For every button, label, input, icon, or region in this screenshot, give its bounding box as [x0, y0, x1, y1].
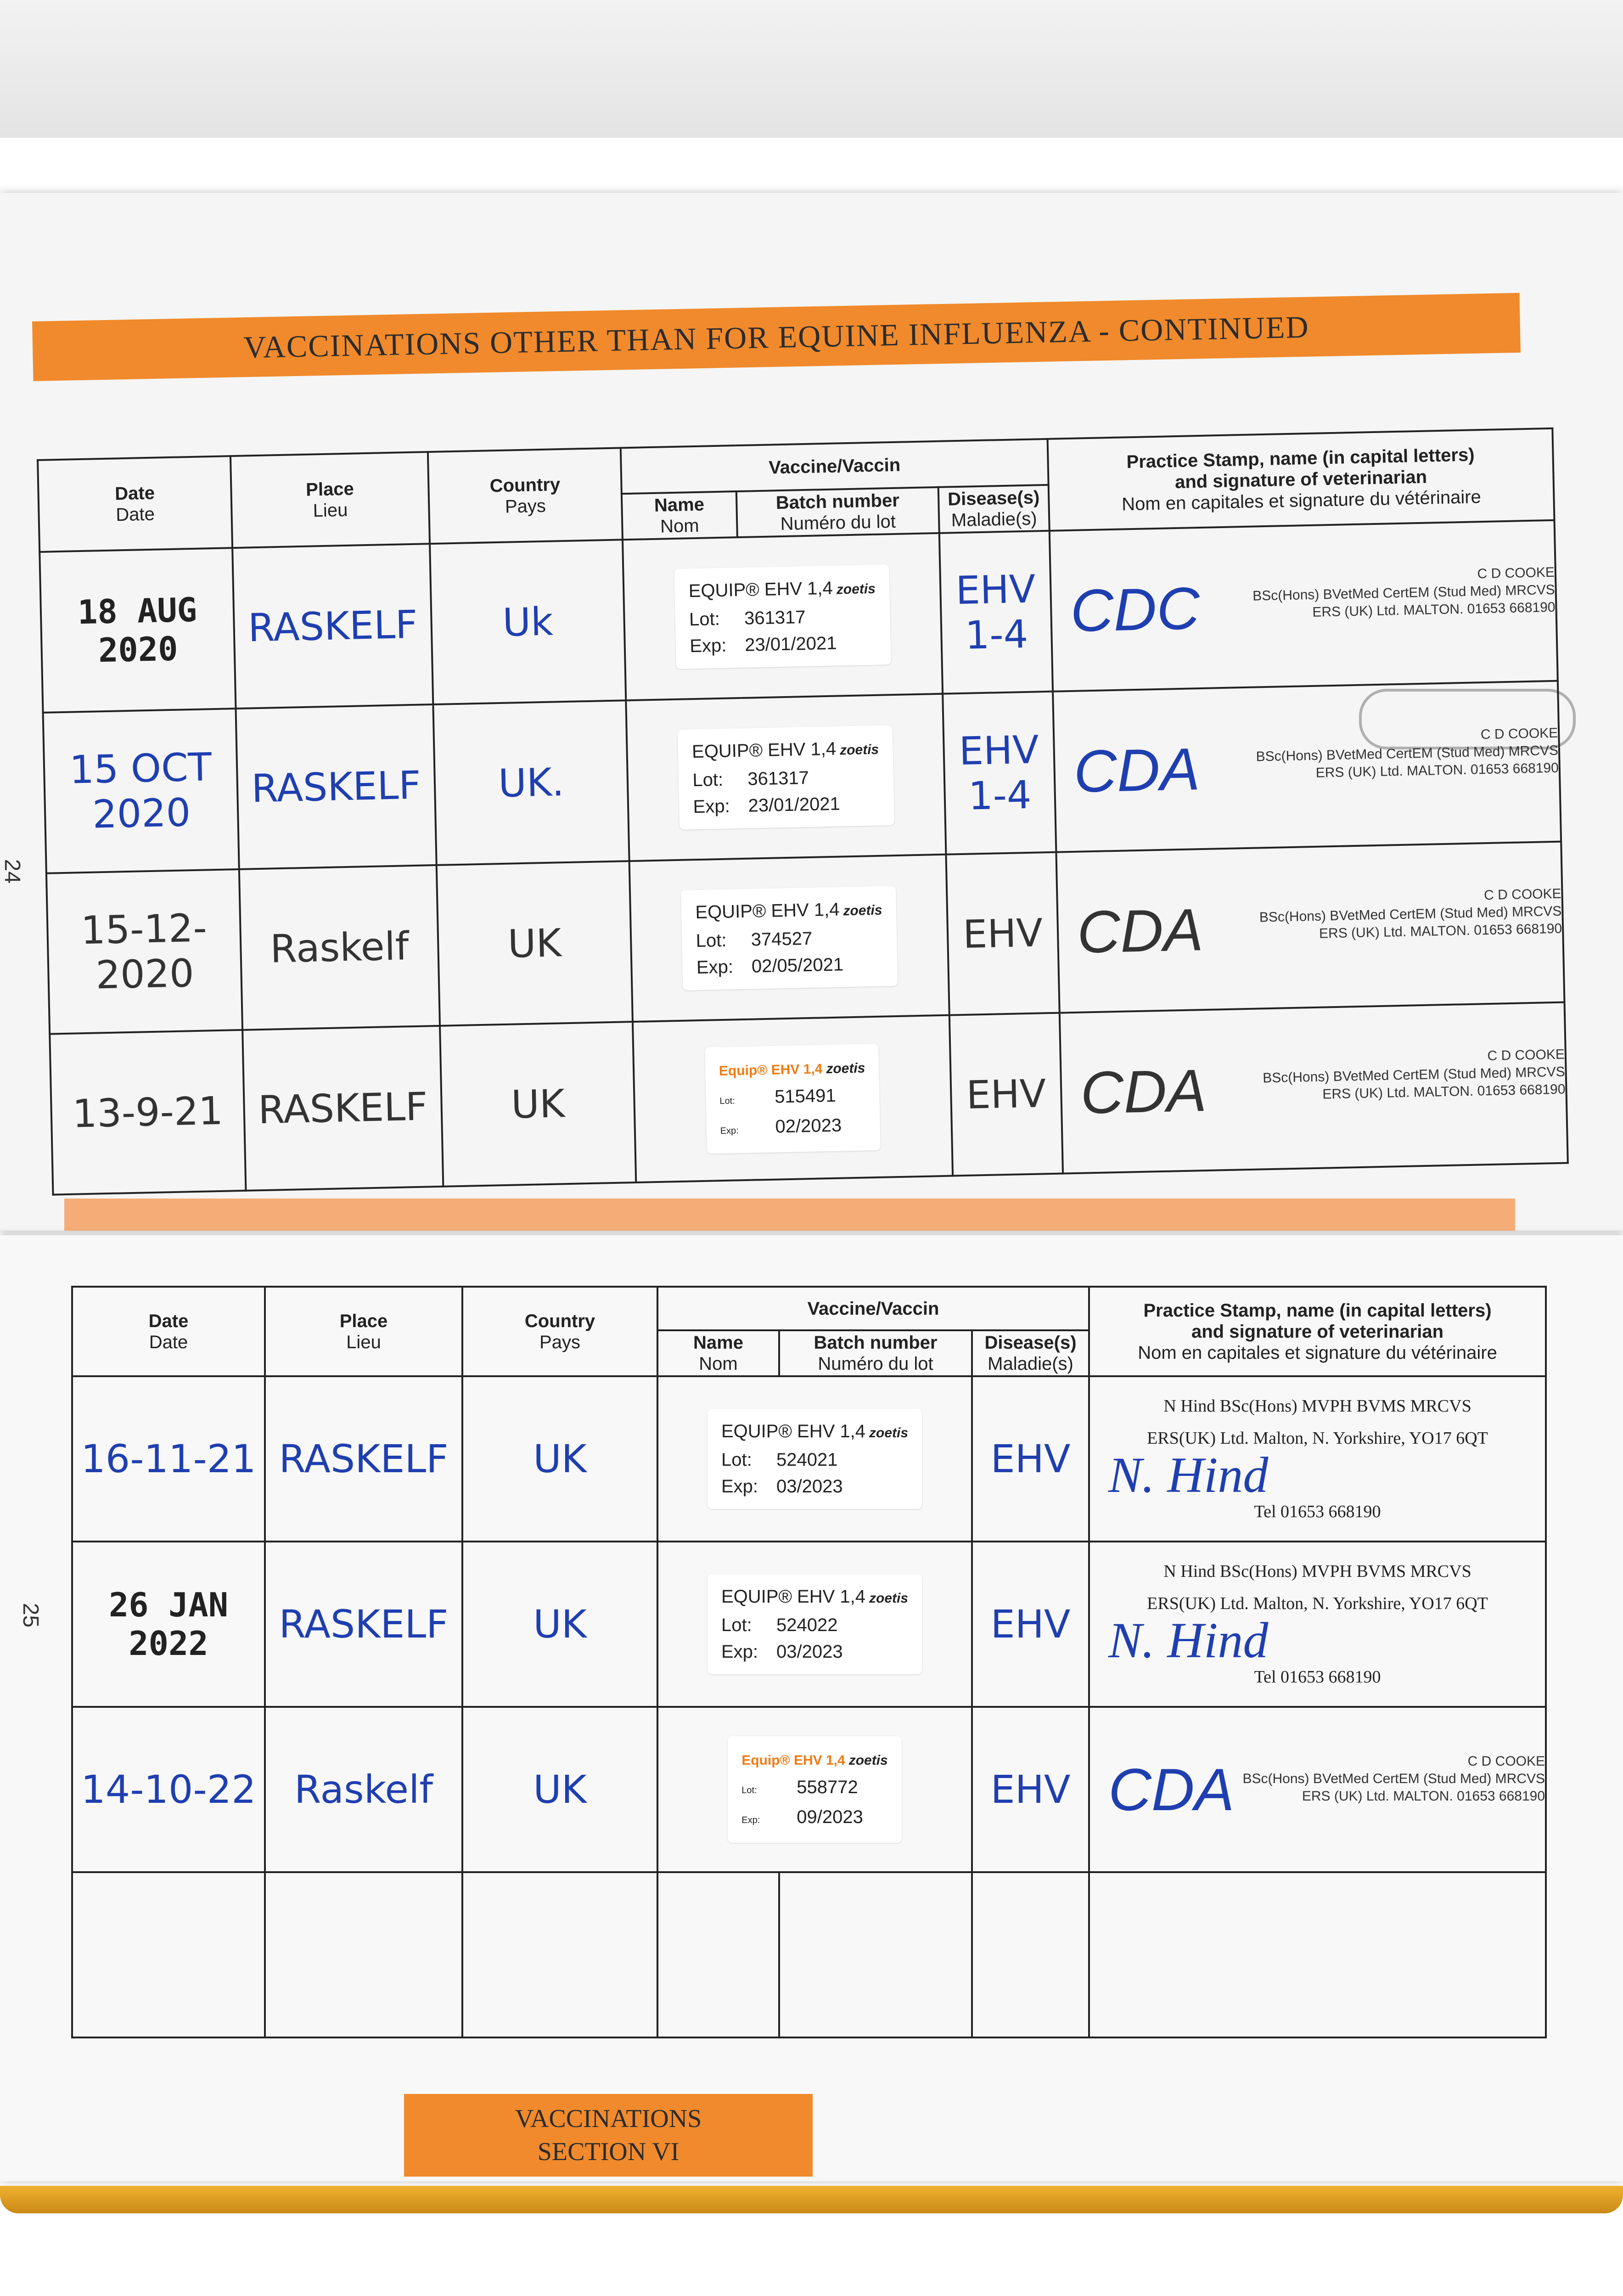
place-cell: RASKELF	[232, 544, 433, 709]
vet-stamp-cell	[1089, 1872, 1546, 2037]
disease-cell: EHV	[972, 1376, 1089, 1542]
disease-cell: EHV	[972, 1542, 1089, 1707]
vet-signature: CDA	[1076, 896, 1204, 966]
vet-stamp-cell: CDA C D COOKE BSc(Hons) BVetMed CertEM (Stud Med) MRCVS ERS (UK) Ltd. MALTON. 01653 668190	[1089, 1707, 1546, 1872]
place-cell: RASKELF	[265, 1376, 462, 1542]
table-row	[72, 1707, 1546, 1872]
col-practice-header: Practice Stamp, name (in capital letters) and signature of veterinarian Nom en capitales et signature du vétérinaire	[1089, 1287, 1546, 1376]
vet-stamp-cell: CDA C D COOKE BSc(Hons) BVetMed CertEM (Stud Med) MRCVS ERS (UK) Ltd. MALTON. 01653 668190	[1056, 842, 1564, 1013]
vet-signature: CDA	[1079, 1056, 1207, 1126]
vet-signature: N. Hind	[1108, 1447, 1269, 1503]
section-footer-line1: VACCINATIONS	[515, 2105, 702, 2133]
table-row	[46, 842, 1565, 1034]
country-cell: UK	[462, 1376, 657, 1542]
vaccine-label-cell	[623, 533, 943, 700]
col-country-header: Country Pays	[428, 448, 623, 544]
vet-signature: CDA	[1073, 735, 1201, 805]
vet-signature: CDA	[1108, 1756, 1235, 1823]
country-cell: UK	[440, 1022, 636, 1187]
place-cell: RASKELF	[265, 1542, 462, 1707]
country-cell	[462, 1872, 657, 2037]
disease-cell: EHV	[949, 1013, 1063, 1176]
vaccine-label-cell	[629, 855, 949, 1022]
country-cell: UK.	[433, 700, 629, 865]
passport-cover-edge	[0, 2186, 1623, 2213]
disease-cell	[972, 1872, 1089, 2037]
place-cell: RASKELF	[236, 704, 436, 869]
vaccine-label-cell	[657, 1542, 972, 1707]
date-cell	[72, 1872, 265, 2037]
vaccine-sticker: EQUIP® EHV 1,4 zoetis Lot: 361317 Exp: 23/01/2021	[674, 564, 891, 669]
vaccine-sticker: EQUIP® EHV 1,4 zoetis Lot: 361317 Exp: 23/01/2021	[678, 725, 894, 830]
place-cell	[265, 1872, 462, 2037]
vet-stamp-cell: N Hind BSc(Hons) MVPH BVMS MRCVS ERS(UK) Ltd. Malton, N. Yorkshire, YO17 6QT N. Hind Tel 01653 668190	[1089, 1542, 1546, 1707]
scanner-background	[0, 0, 1623, 138]
date-cell: 26 JAN 2022	[72, 1542, 265, 1707]
col-name-header: Name Nom	[622, 491, 737, 540]
batch-cell	[779, 1872, 972, 2037]
disease-cell: EHV	[972, 1707, 1089, 1872]
date-cell: 15 OCT 2020	[43, 709, 239, 873]
vaccine-label-cell	[633, 1015, 953, 1182]
place-cell: Raskelf	[239, 865, 440, 1030]
vet-stamp-cell: CDA C D COOKE BSc(Hons) BVetMed CertEM (Stud Med) MRCVS ERS (UK) Ltd. MALTON. 01653 668190	[1060, 1002, 1568, 1174]
vet-signature: CDC	[1069, 574, 1201, 644]
col-place-header: Place Lieu	[265, 1287, 462, 1376]
date-cell: 15-12-2020	[46, 869, 242, 1034]
vaccine-sticker: EQUIP® EHV 1,4 zoetis Lot: 524021 Exp: 03/2023	[708, 1409, 922, 1509]
vaccination-table-bottom	[71, 1286, 1547, 2038]
date-cell: 14-10-22	[72, 1707, 265, 1872]
table-row	[72, 1542, 1546, 1707]
country-cell: UK	[437, 861, 633, 1026]
vet-signature: N. Hind	[1108, 1612, 1269, 1668]
vaccine-sticker: Equip® EHV 1,4 zoetis Lot: 558772 Exp: 09/2023	[728, 1736, 902, 1843]
col-batch-header: Batch number Numéro du lot	[779, 1330, 972, 1376]
page-number-25: 25	[18, 1603, 43, 1628]
vaccine-sticker: EQUIP® EHV 1,4 zoetis Lot: 374527 Exp: 02/05/2021	[681, 886, 898, 990]
date-cell: 13-9-21	[50, 1030, 246, 1195]
vaccine-label-cell	[657, 1376, 972, 1542]
col-practice-header: Practice Stamp, name (in capital letters) and signature of veterinarian Nom en capitales et signature du vétérinaire	[1048, 428, 1555, 531]
disease-cell: EHV 1-4	[943, 692, 1056, 855]
section-footer-banner	[404, 2094, 813, 2177]
col-name-header: Name Nom	[657, 1330, 779, 1376]
col-country-header: Country Pays	[462, 1287, 657, 1376]
table-row	[50, 1002, 1568, 1195]
table-row	[72, 1376, 1546, 1542]
vaccine-label-cell	[626, 694, 946, 861]
page-number-24: 24	[0, 859, 25, 884]
col-place-header: Place Lieu	[230, 452, 430, 548]
place-cell: RASKELF	[242, 1026, 443, 1191]
col-batch-header: Batch number Numéro du lot	[736, 487, 939, 537]
table-row	[43, 681, 1561, 873]
vaccine-label-cell	[657, 1707, 972, 1872]
col-disease-header: Disease(s) Maladie(s)	[972, 1330, 1089, 1376]
table-row	[39, 520, 1558, 713]
country-cell: UK	[462, 1707, 657, 1872]
section-footer-line2: SECTION VI	[537, 2138, 680, 2166]
date-cell: 16-11-21	[72, 1376, 265, 1542]
col-date-header: Date Date	[72, 1287, 265, 1376]
country-cell: UK	[462, 1542, 657, 1707]
name-cell	[657, 1872, 779, 2037]
table-row-empty	[72, 1872, 1546, 2037]
vet-stamp-cell: CDC C D COOKE BSc(Hons) BVetMed CertEM (Stud Med) MRCVS ERS (UK) Ltd. MALTON. 01653 668190	[1050, 520, 1558, 692]
country-cell: Uk	[430, 540, 626, 704]
col-vaccine-header: Vaccine/Vaccin	[621, 439, 1049, 494]
vaccine-sticker: Equip® EHV 1,4 zoetis Lot: 515491 Exp: 02/2023	[705, 1044, 881, 1154]
bleed-through-banner	[64, 1199, 1515, 1231]
section-title-banner: VACCINATIONS OTHER THAN FOR EQUINE INFLUENZA - CONTINUED	[32, 293, 1521, 381]
disease-cell: EHV	[946, 852, 1059, 1015]
vet-stamp-cell: CDA C D COOKE BSc(Hons) BVetMed CertEM (Stud Med) MRCVS ERS (UK) Ltd. MALTON. 01653 668190	[1053, 681, 1561, 852]
place-cell: Raskelf	[265, 1707, 462, 1872]
col-date-header: Date Date	[38, 456, 232, 552]
date-cell: 18 AUG 2020	[39, 548, 236, 713]
col-disease-header: Disease(s) Maladie(s)	[938, 485, 1050, 533]
vet-stamp-cell: N Hind BSc(Hons) MVPH BVMS MRCVS ERS(UK) Ltd. Malton, N. Yorkshire, YO17 6QT N. Hind Tel 01653 668190	[1089, 1376, 1546, 1542]
vaccine-sticker: EQUIP® EHV 1,4 zoetis Lot: 524022 Exp: 03/2023	[708, 1574, 922, 1674]
vaccination-table-top	[37, 428, 1569, 1196]
col-vaccine-header: Vaccine/Vaccin	[657, 1287, 1089, 1330]
disease-cell: EHV 1-4	[939, 531, 1053, 694]
